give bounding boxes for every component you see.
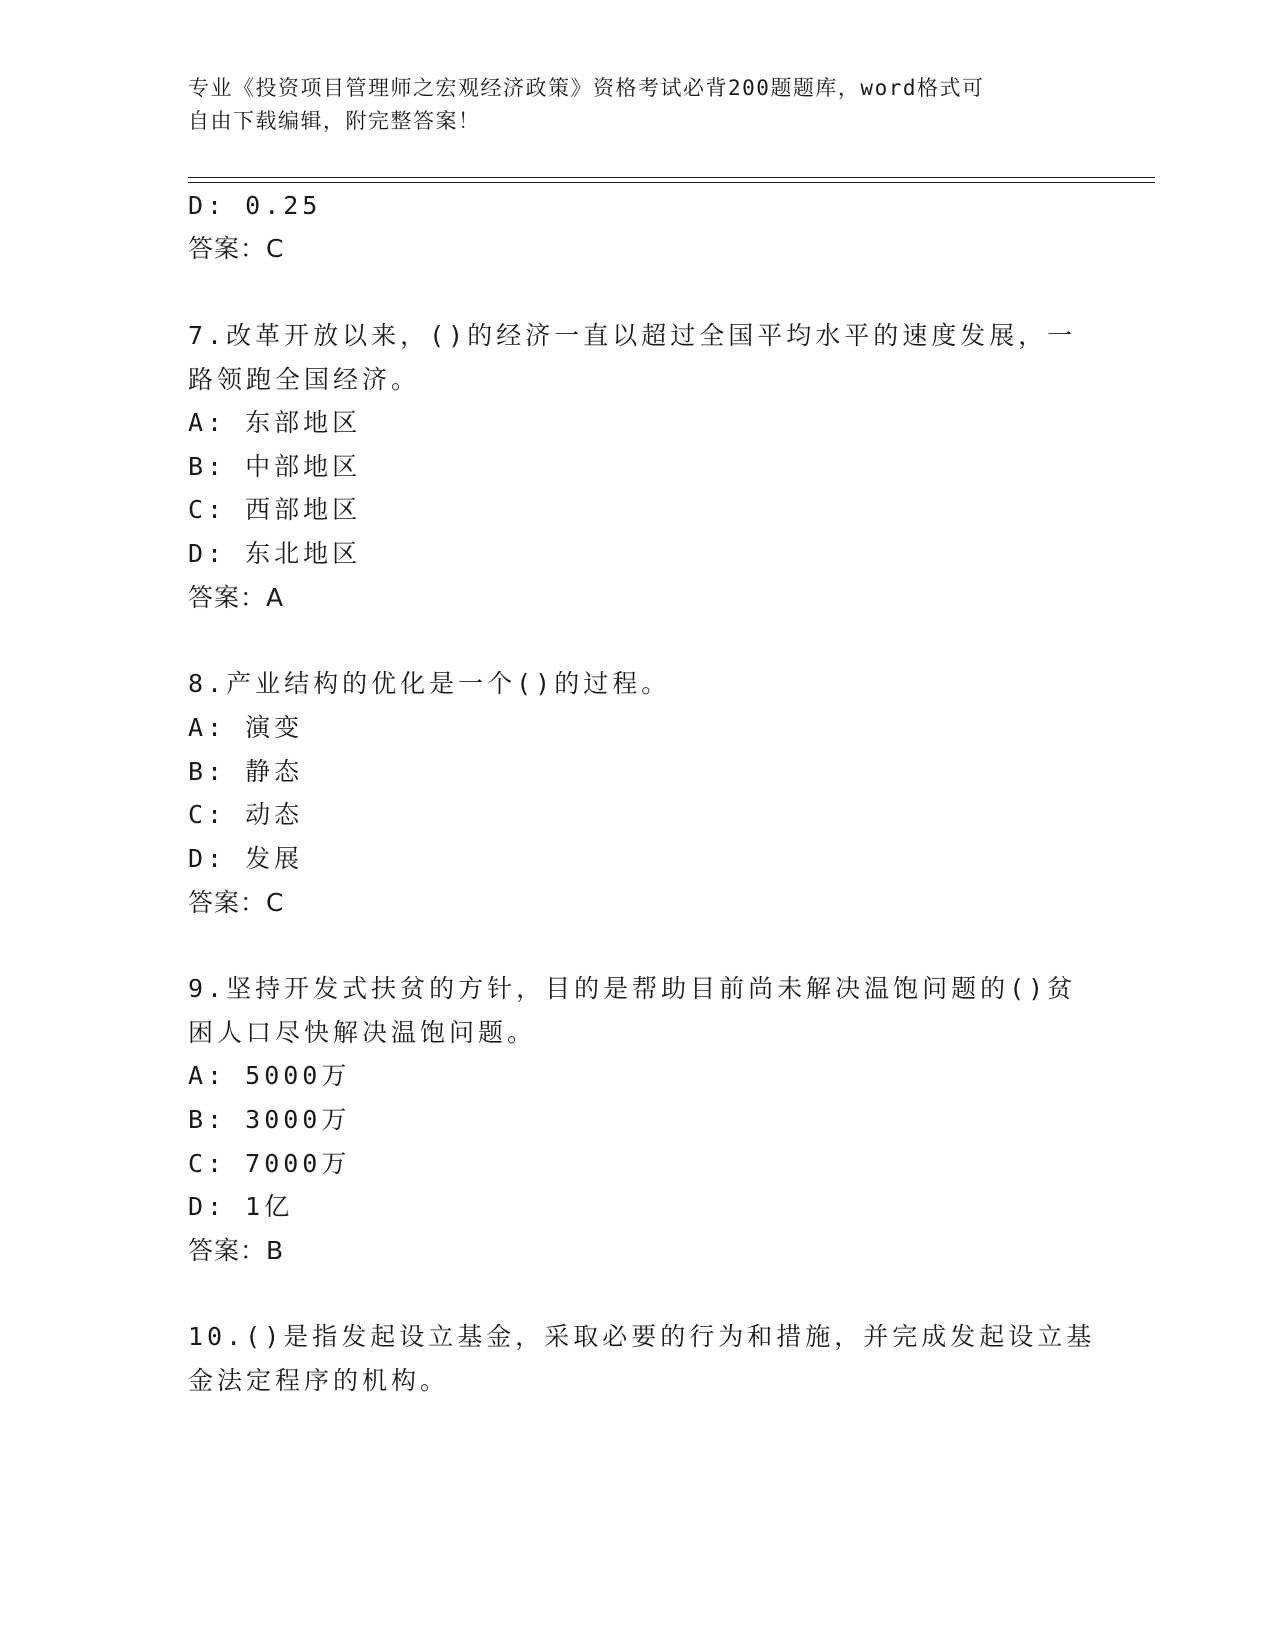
option-b: B: 中部地区 xyxy=(188,452,362,481)
answer-line: 答案：B xyxy=(188,1236,285,1265)
option-c: C: 7000万 xyxy=(188,1149,351,1178)
page-header xyxy=(188,72,1068,138)
answer-line: 答案：C xyxy=(188,234,285,263)
question-stem: 7.改革开放以来，()的经济一直以超过全国平均水平的速度发展，一 xyxy=(188,321,1077,350)
option-d: D: 1亿 xyxy=(188,1192,294,1221)
option-a: A: 5000万 xyxy=(188,1061,351,1090)
option-d: D: 0.25 xyxy=(188,191,322,220)
question-stem: 8.产业结构的优化是一个()的过程。 xyxy=(188,669,671,698)
question-stem-continued: 路领跑全国经济。 xyxy=(188,365,421,394)
option-a: A: 东部地区 xyxy=(188,408,362,437)
answer-line: 答案：A xyxy=(188,583,285,612)
header-title-line-2: 自由下载编辑，附完整答案！ xyxy=(188,109,481,133)
question-stem-continued: 金法定程序的机构。 xyxy=(188,1366,450,1395)
question-stem: 10.()是指发起设立基金，采取必要的行为和措施，并完成发起设立基 xyxy=(188,1322,1096,1351)
option-c: C: 动态 xyxy=(188,800,304,829)
option-b: B: 3000万 xyxy=(188,1105,351,1134)
option-d: D: 东北地区 xyxy=(188,539,362,568)
header-divider-bottom xyxy=(188,182,1155,183)
answer-line: 答案：C xyxy=(188,888,285,917)
option-c: C: 西部地区 xyxy=(188,495,362,524)
header-divider-top xyxy=(188,177,1155,178)
option-a: A: 演变 xyxy=(188,713,304,742)
option-d: D: 发展 xyxy=(188,844,304,873)
question-stem: 9.坚持开发式扶贫的方针，目的是帮助目前尚未解决温饱问题的()贫 xyxy=(188,974,1077,1003)
header-title-line-1: 专业《投资项目管理师之宏观经济政策》资格考试必背200题题库，word格式可 xyxy=(188,76,985,100)
option-b: B: 静态 xyxy=(188,757,304,786)
question-stem-continued: 困人口尽快解决温饱问题。 xyxy=(188,1018,537,1047)
